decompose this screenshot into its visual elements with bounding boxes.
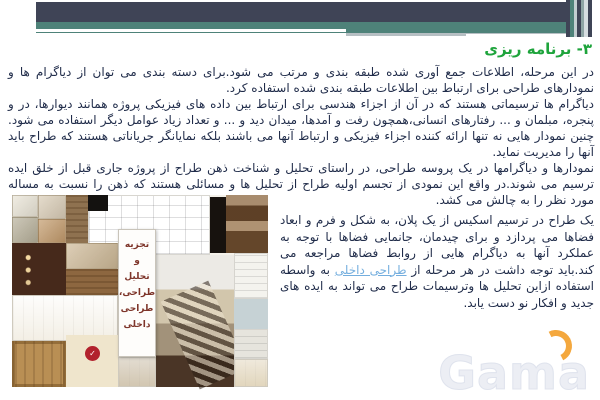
collage-tile-wood-cabinet — [12, 341, 66, 387]
collage-tile-stone-swatch — [66, 243, 118, 269]
collage-label-word: داخلی — [123, 320, 151, 330]
body-paragraph-1: در این مرحله، اطلاعات جمع آوری شده طبقه بندی و مرتب می شود.برای دسته بندی می توان از دیاگرام ها و نمودارهای طراحی برای ارتباط بین اطلاعات طبقه بندی شده استفاده کرد. — [8, 65, 594, 95]
collage-tile-sketch — [118, 357, 156, 387]
collage-tile-solid — [88, 195, 108, 211]
collage-tile-dark-photo — [12, 243, 66, 295]
collage-tile-solid — [234, 299, 268, 329]
header-white-stripe-left — [36, 29, 346, 32]
collage-tile-stone-swatch — [12, 195, 38, 217]
body-column-block — [280, 212, 594, 311]
paragraph-4-text-before: یک طراح در ترسیم اسکیس از یک پلان، به شکل و فرم و ابعاد فضاها می پردازد و برای چیدمان، جانمایی فضاها با توجه به عملکرد آنها به دیاگرام هایی از روابط فضاها مراجعه می کند.باید توجه داشت در هر مرحله از — [280, 213, 594, 277]
body-paragraph-2: دیاگرام ها ترسیماتی هستند که در آن از اجزاء هندسی برای ارتباط بین داده های فیزیکی پروژه همانند دیوارها، در و پنجره، مبلمان و ... رفتارهای انسانی،همچون رفت و آمدها، میدان دید و ... و تعداد زیاد عوامل دیگر استفاده می شود. چنین نمودار هایی نه تنها ارائه کننده اجزاء فیزیکی و ارتباط آنها می باشند بلکه نمایانگر جریاناتی هستند که طراح باید آنها را مدیریت نماید. — [8, 97, 594, 159]
interior-design-collage-image — [12, 195, 268, 387]
interior-design-link[interactable]: طراحی داخلی — [334, 262, 407, 277]
collage-tile-solid — [210, 197, 226, 253]
collage-tile-elevation — [234, 329, 268, 359]
collage-tile-solid — [66, 335, 118, 387]
collage-tile-cabinet-render — [226, 195, 268, 253]
collage-label-word: تحلیل — [124, 272, 150, 282]
collage-tile-stone-swatch — [12, 217, 38, 243]
collage-tile-elevation — [234, 253, 268, 299]
gama-watermark — [400, 344, 590, 400]
body-paragraph-4 — [280, 212, 594, 311]
collage-tile-stone-swatch — [38, 195, 66, 219]
collage-tile-wood-swatch — [66, 195, 88, 243]
paragraph-4-text-after: به واسطه استفاده ازاین تحلیل ها وترسیمات طراح می تواند به ایده های جدید و افکار نو دست یابد. — [280, 262, 594, 310]
collage-label-word: تجزیه — [124, 240, 150, 250]
collage-tile-wood-swatch — [66, 269, 118, 295]
collage-label-word: طراحی — [120, 304, 154, 314]
body-text-block — [8, 64, 594, 208]
gama-watermark-text: Gama — [438, 346, 590, 400]
header-dark-bar — [36, 2, 592, 22]
collage-label-word: و — [134, 256, 140, 266]
collage-tile-stone-swatch — [38, 219, 66, 243]
collage-label — [118, 229, 156, 357]
page-title: ۳- برنامه ریزی — [484, 40, 592, 58]
header-corner-stripes — [566, 0, 592, 37]
collage-label-word: طراحی، — [118, 288, 156, 298]
collage-tile-sketch — [234, 359, 268, 387]
body-paragraph-3: نمودارها و دیاگرامها در یک پروسه طراحی، در راستای تحلیل و شناخت ذهن طراح از پروژه جاری قبل از خلق ایده ترسیم می شوند.در واقع این نمودی از تجسم اولیه طراح از تحلیل ها و مسائلی هستند که ذهن را نسبت به مساله مورد نظر را به چالش می کشد. — [8, 161, 594, 207]
collage-logo-badge: ✓ — [85, 346, 100, 361]
